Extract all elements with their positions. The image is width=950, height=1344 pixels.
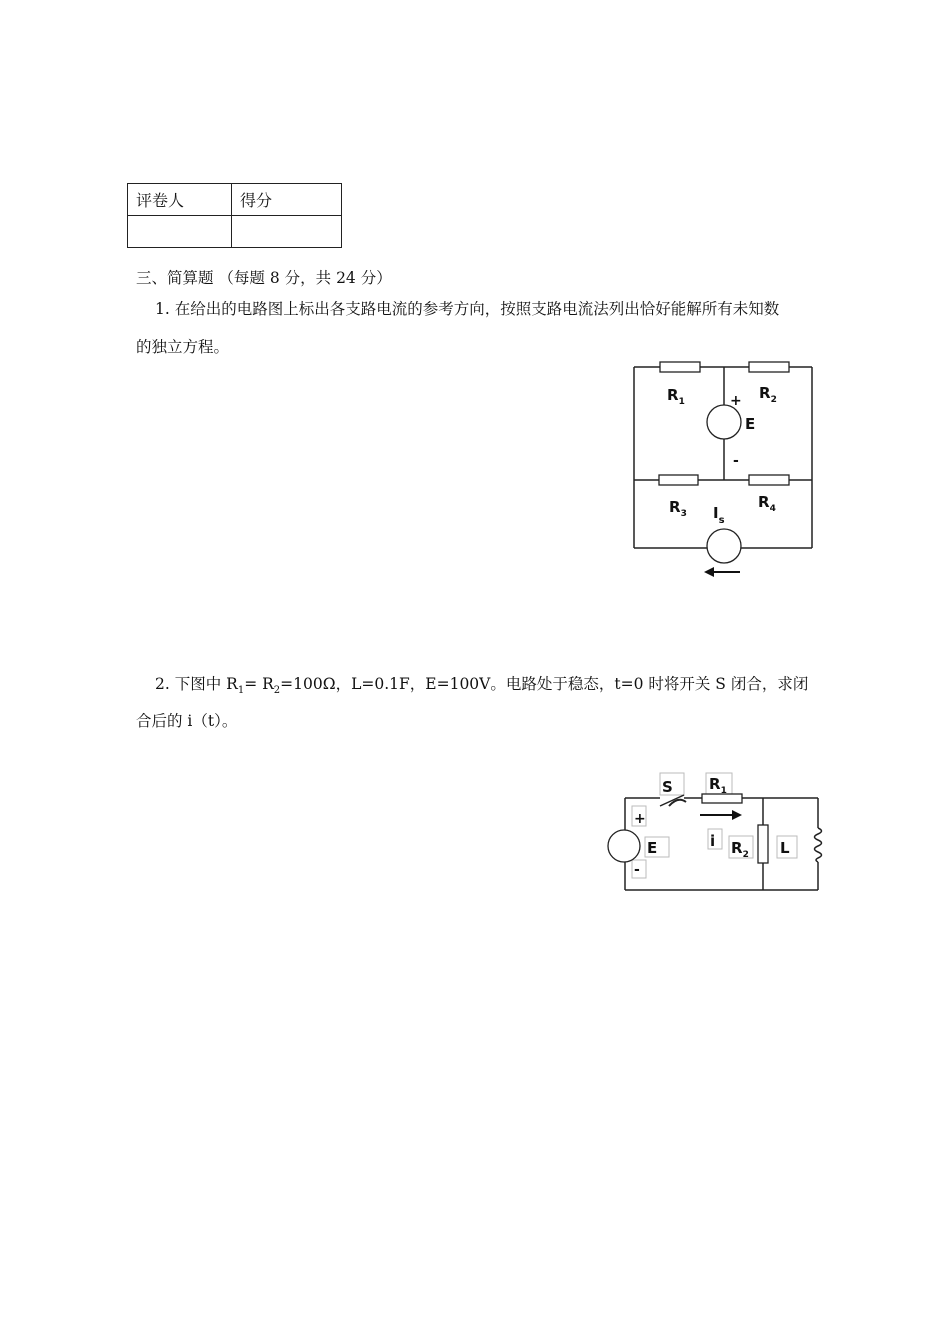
q2-label-l: L bbox=[780, 839, 790, 857]
q1-current-source bbox=[707, 529, 741, 563]
q1-r3-resistor bbox=[659, 475, 698, 485]
q1-r2-resistor bbox=[749, 362, 789, 372]
q2-r2-resistor bbox=[758, 825, 768, 863]
q1-voltage-source bbox=[707, 405, 741, 439]
q2-label-i: i bbox=[710, 832, 716, 850]
grader-header-score: 得分 bbox=[232, 184, 342, 216]
q1-r4-resistor bbox=[749, 475, 789, 485]
q2-label-r1: $R_1$ bbox=[709, 775, 727, 796]
q1-label-e: E bbox=[745, 415, 756, 433]
grader-table bbox=[127, 183, 342, 248]
grader-header-reviewer: 评卷人 bbox=[128, 184, 232, 216]
q1-label-r1: $R_1$ bbox=[667, 386, 685, 407]
grader-header-row bbox=[128, 184, 342, 216]
q1-current-arrow-icon bbox=[704, 567, 740, 577]
question1-line1: 1. 在给出的电路图上标出各支路电流的参考方向，按照支路电流法列出恰好能解所有未知数 bbox=[155, 300, 780, 318]
q1-label-r4: $R_4$ bbox=[758, 493, 776, 514]
q2-voltage-source bbox=[608, 830, 640, 862]
question1-line2: 的独立方程。 bbox=[136, 338, 230, 356]
q2-label-plus: + bbox=[634, 811, 646, 827]
grader-score-cell[interactable] bbox=[232, 216, 342, 248]
question2-line1: 2. 下图中 $R_1= R_2=100\Omega$，L=0.1F，E=100V。电路处于稳态，t=0 时将开关 S 闭合，求闭 bbox=[155, 675, 809, 697]
grader-reviewer-cell[interactable] bbox=[128, 216, 232, 248]
question1-circuit-diagram bbox=[620, 355, 835, 587]
q2-inductor-coil bbox=[815, 828, 822, 862]
q1-label-r2: $R_2$ bbox=[759, 384, 777, 405]
q2-label-minus: - bbox=[634, 862, 640, 878]
q2-label-e: E bbox=[647, 839, 658, 857]
q1-label-plus: + bbox=[730, 393, 742, 409]
question2-line2: 合后的 i（t）。 bbox=[136, 712, 238, 730]
q2-current-arrow-icon bbox=[700, 810, 742, 820]
q2-label-r2: $R_2$ bbox=[731, 839, 749, 860]
q1-r1-resistor bbox=[660, 362, 700, 372]
q1-label-is: $I_s$ bbox=[713, 504, 725, 526]
q1-label-minus: - bbox=[733, 453, 739, 469]
q1-label-r3: $R_3$ bbox=[669, 498, 687, 519]
grader-value-row bbox=[128, 216, 342, 248]
question2-circuit-diagram bbox=[600, 768, 835, 898]
q2-label-s: S bbox=[662, 778, 673, 796]
section-title: 三、简算题 （每题 8 分，共 24 分） bbox=[136, 269, 392, 287]
